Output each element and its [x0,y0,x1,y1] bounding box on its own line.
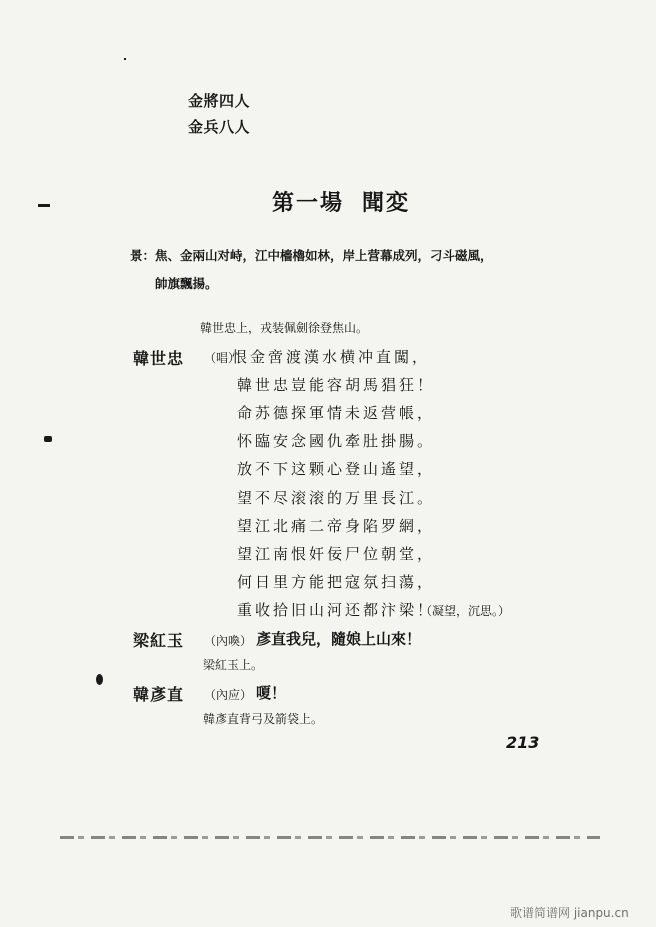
cast-line-generals: 金將四人 [188,92,251,110]
scene-name: 聞変 [362,190,411,216]
dialogue-line-han-yanzhi: 嗄！ [256,684,287,702]
stage-direction-entrance-liang-hongyu: 梁紅玉上。 [203,658,264,672]
verse-line: 重收拾旧山河还都汴梁！ [237,601,436,619]
verse-line: 命苏德探軍情未返营帳， [237,404,436,422]
delivery-mode-offstage-reply: （內应） [204,688,253,702]
scan-speck [38,204,50,207]
verse-line: 韓世忠豈能容胡馬猖狂！ [237,376,436,394]
verse-line: 何日里方能把寇氛扫蕩， [237,573,436,591]
verse-line: 恨金啻渡漢水横冲直闖， [232,348,431,366]
verse-line: 放不下这颗心登山遙望， [237,460,436,478]
setting-line-1: 景：焦、金兩山对峙，江中檣櫓如林，岸上营幕成列，刁斗磁風， [130,248,493,263]
scan-speck [44,436,52,442]
stage-direction-entrance-han-shizhong: 韓世忠上，戎装佩劍徐登焦山。 [200,321,369,335]
verse-line: 望江南恨奸佞尸位朝堂， [237,545,436,563]
delivery-mode-sing: （唱） [204,351,241,365]
cast-line-soldiers: 金兵八人 [188,118,251,136]
setting-line-2: 帥旗飄揚。 [155,276,218,291]
verse-line: 望江北痛二帝身陷罗網， [237,517,436,535]
scan-speck [124,58,126,60]
stage-direction-gaze: （凝望，沉思。） [420,604,511,618]
stage-direction-entrance-han-yanzhi: 韓彥直背弓及箭袋上。 [203,712,324,726]
page-number: 213 [506,733,540,752]
verse-line: 怀臨安念國仇牽肚掛腸。 [237,432,436,450]
dialogue-line-liang-hongyu: 彥直我兒，隨娘上山來！ [256,630,422,648]
speaker-han-yanzhi: 韓彥直 [133,685,185,704]
scene-title [272,186,410,217]
scan-rule-artifact [60,836,600,839]
speaker-liang-hongyu: 梁紅玉 [133,631,185,650]
scan-speck [96,674,103,685]
speaker-han-shizhong: 韓世忠 [133,349,185,368]
scene-number: 第一場 [272,190,345,216]
scene-setting [130,242,550,298]
site-watermark: 歌谱简谱网 jianpu.cn [510,906,629,920]
delivery-mode-offstage-call: （內喚） [204,634,253,648]
verse-line: 望不尽滚滚的万里長江。 [237,489,436,507]
